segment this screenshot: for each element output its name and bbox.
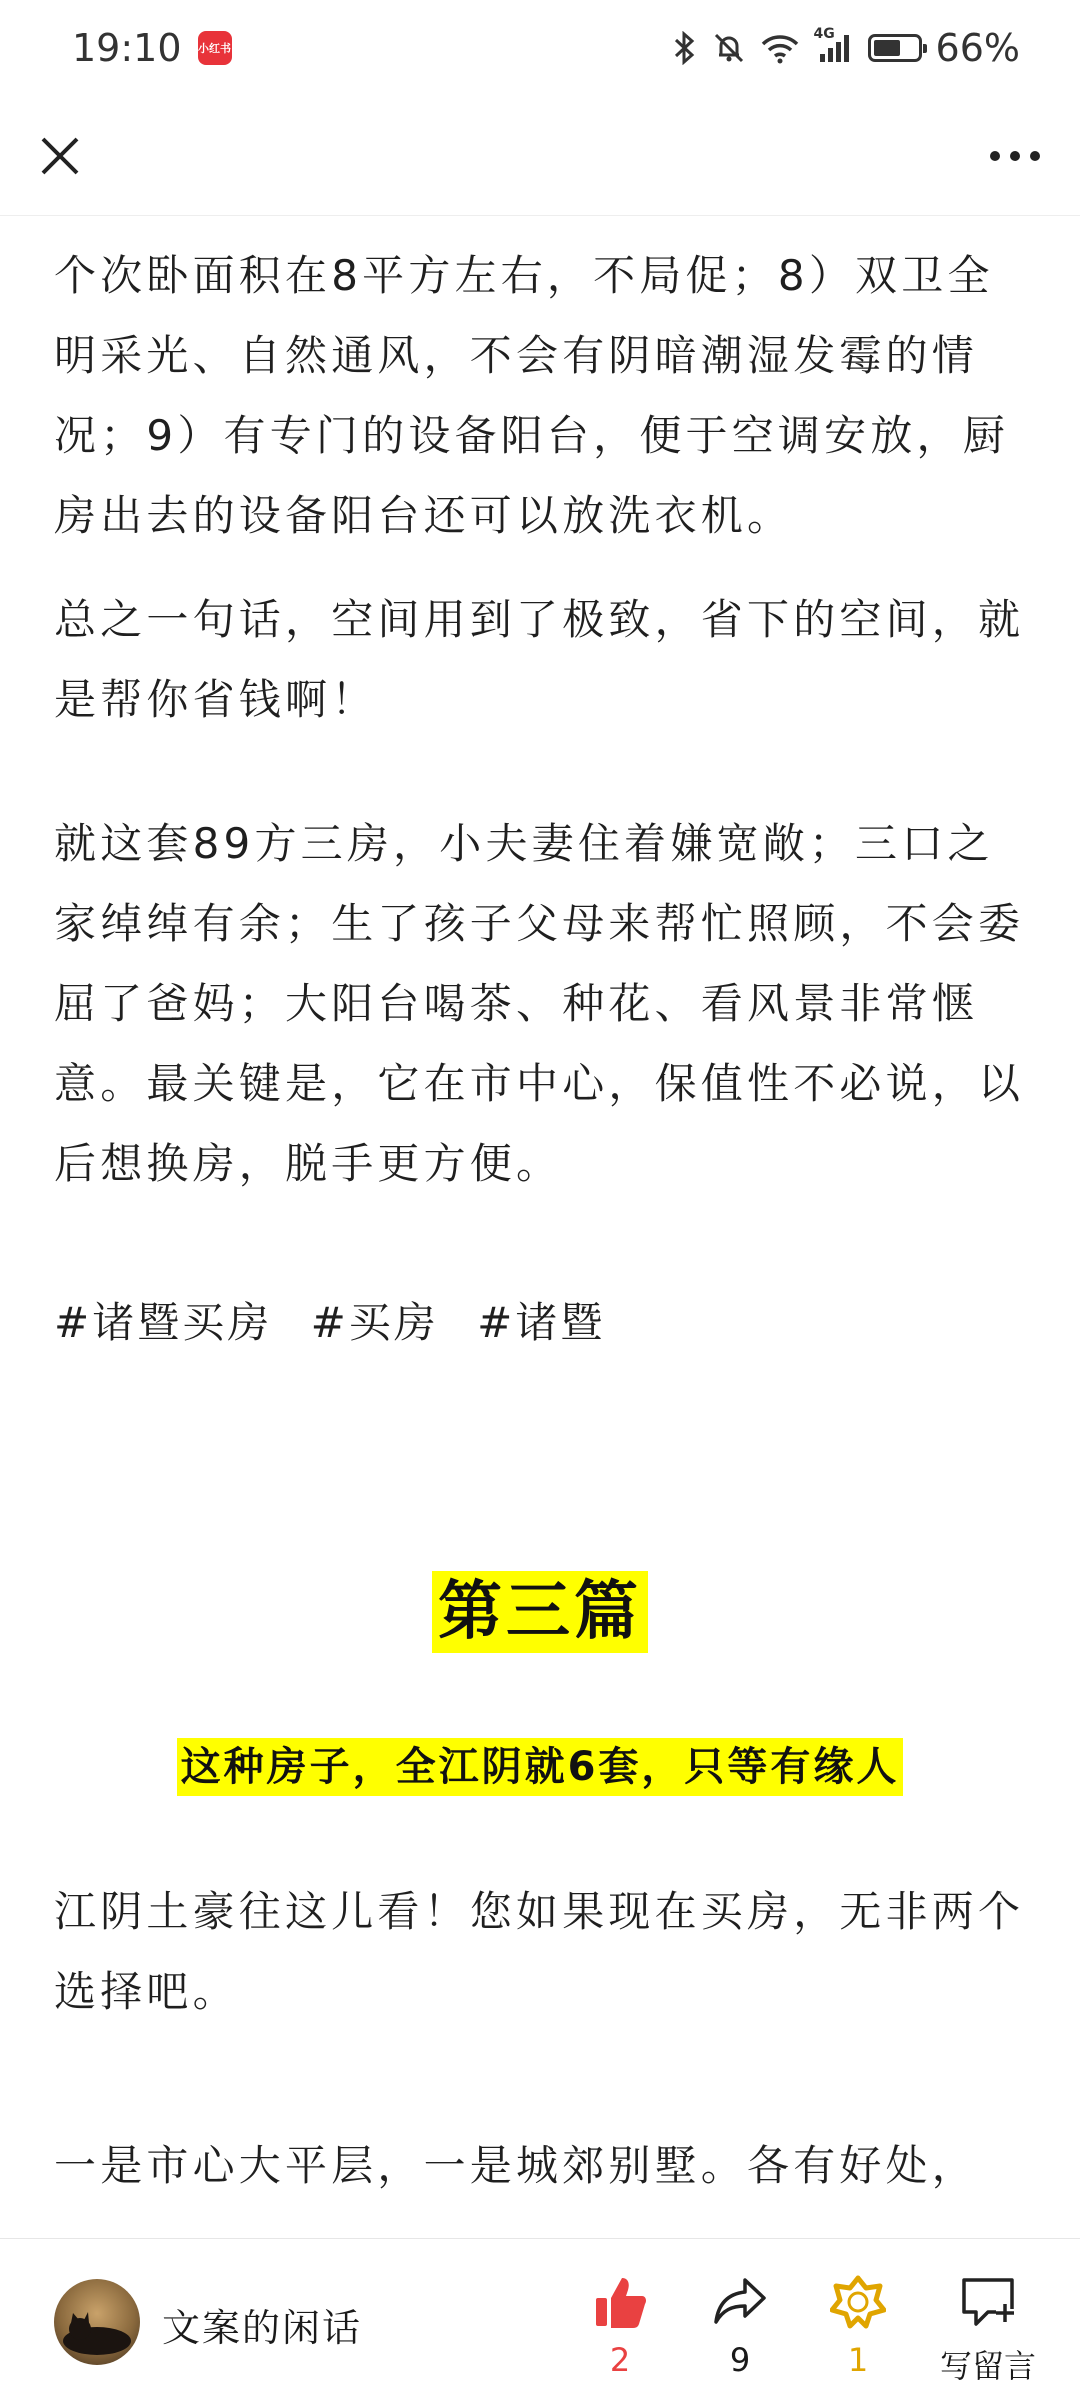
section-title bbox=[0, 1560, 1080, 1652]
section-title-text: 第三篇 bbox=[432, 1571, 648, 1653]
author-avatar[interactable] bbox=[54, 2279, 140, 2365]
mute-bell-icon bbox=[712, 31, 746, 65]
bluetooth-icon bbox=[672, 31, 698, 65]
hashtag-link[interactable]: #诸暨买房 bbox=[54, 1298, 273, 1347]
wow-count: 1 bbox=[847, 2341, 869, 2379]
bottom-action-bar bbox=[0, 2238, 1080, 2400]
battery-icon bbox=[868, 34, 922, 62]
article-content bbox=[0, 216, 1080, 2238]
share-count: 9 bbox=[729, 2341, 751, 2379]
status-right bbox=[672, 26, 1020, 70]
article-paragraph: 江阴土豪往这儿看！您如果现在买房，无非两个选择吧。 bbox=[54, 1887, 1025, 2016]
battery-level bbox=[874, 40, 900, 56]
hashtag-link[interactable]: #诸暨 bbox=[477, 1298, 606, 1347]
comment-label: 写留言 bbox=[939, 2347, 1036, 2385]
like-button[interactable] bbox=[560, 2269, 680, 2379]
article-paragraph: 总之一句话，空间用到了极致，省下的空间，就是帮你省钱啊！ bbox=[54, 595, 1025, 724]
top-nav bbox=[0, 96, 1080, 216]
author-name[interactable]: 文案的闲话 bbox=[162, 2306, 363, 2350]
article-paragraph: 就这套89方三房，小夫妻住着嫌宽敞；三口之家绰绰有余；生了孩子父母来帮忙照顾，不会委屈了爸妈；大阳台喝茶、种花、看风景非常惬意。最关键是，它在市中心，保值性不必说，以后想换房，脱手更方便。 bbox=[54, 819, 1025, 1188]
hashtag-link[interactable]: #买房 bbox=[310, 1298, 439, 1347]
cat-avatar-image bbox=[54, 2279, 140, 2365]
article-paragraph: 一是市心大平层，一是城郊别墅。各有好处， bbox=[54, 2141, 979, 2190]
write-comment-button[interactable] bbox=[918, 2269, 1058, 2387]
battery-percent: 66% bbox=[935, 26, 1020, 70]
close-button[interactable] bbox=[30, 126, 90, 186]
signal-icon bbox=[813, 26, 854, 64]
wow-button[interactable] bbox=[798, 2269, 918, 2379]
comment-add-icon bbox=[958, 2276, 1018, 2328]
section-subtitle bbox=[0, 1735, 1080, 1792]
flower-star-icon bbox=[830, 2274, 886, 2330]
wifi-icon bbox=[760, 32, 800, 64]
more-button[interactable] bbox=[980, 126, 1050, 186]
status-bar bbox=[0, 0, 1080, 96]
thumbs-up-icon bbox=[592, 2274, 648, 2330]
close-icon bbox=[39, 135, 81, 177]
hashtag-list bbox=[54, 1290, 627, 1350]
section-subtitle-text: 这种房子，全江阴就6套，只等有缘人 bbox=[177, 1738, 904, 1796]
more-icon bbox=[989, 150, 1041, 162]
share-arrow-icon bbox=[712, 2276, 768, 2328]
share-button[interactable] bbox=[680, 2269, 800, 2379]
network-type: 4G bbox=[813, 26, 835, 42]
status-left bbox=[72, 26, 232, 70]
status-time: 19:10 bbox=[72, 26, 182, 70]
article-paragraph: 个次卧面积在8平方左右，不局促；8）双卫全明采光、自然通风，不会有阴暗潮湿发霉的情况；9）有专门的设备阳台，便于空调安放，厨房出去的设备阳台还可以放洗衣机。 bbox=[54, 251, 1009, 540]
app-notification-icon: 小红书 bbox=[198, 31, 232, 65]
like-count: 2 bbox=[609, 2341, 631, 2379]
